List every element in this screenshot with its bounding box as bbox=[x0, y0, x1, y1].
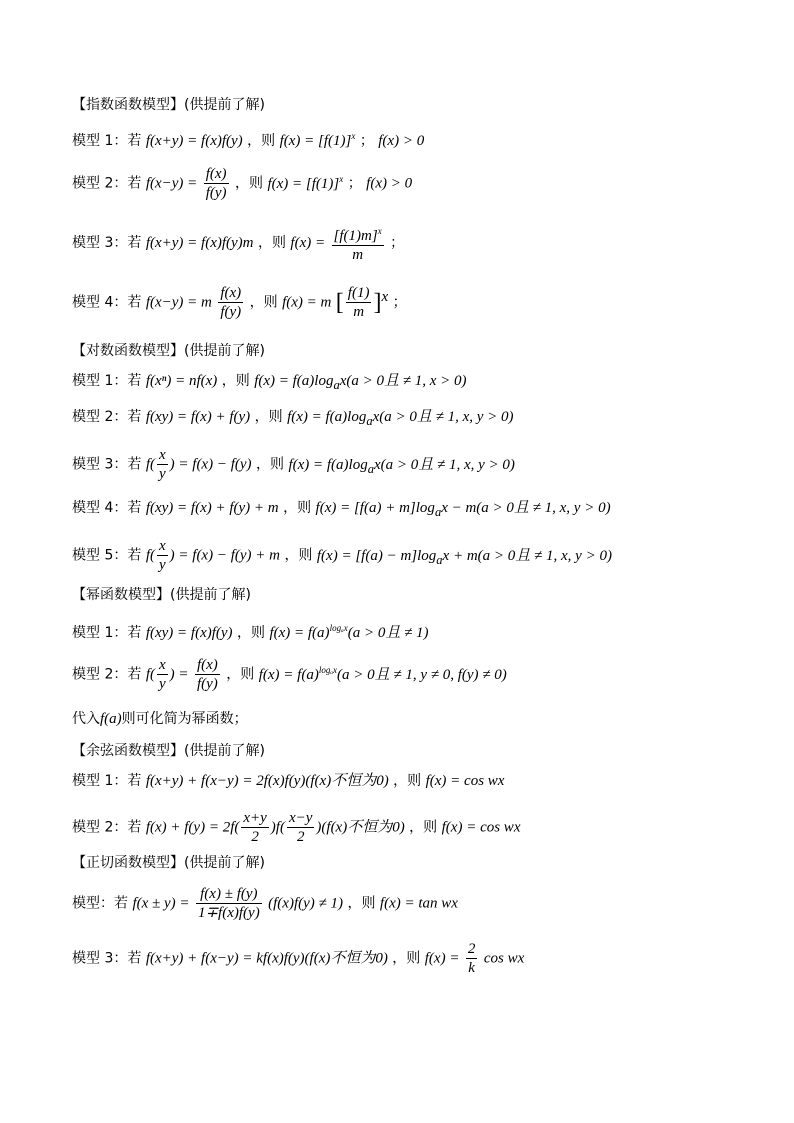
pow-model-1 bbox=[72, 619, 754, 642]
func-open: f( bbox=[145, 456, 155, 473]
result: f(x) = cos wx bbox=[441, 819, 521, 836]
label: 模型 2：若 bbox=[72, 666, 142, 683]
result-main: f(x) = [f(1)] bbox=[267, 175, 340, 192]
then-text: ，则 bbox=[409, 819, 438, 836]
fraction bbox=[157, 446, 168, 483]
numerator: f(1) bbox=[347, 285, 370, 301]
semicolon: ； bbox=[347, 175, 362, 192]
numerator: x bbox=[158, 538, 166, 554]
log-base: a bbox=[367, 461, 374, 476]
then-text: ，则 bbox=[283, 500, 312, 516]
label: 模型 4：若 bbox=[72, 500, 142, 516]
result: f(x) = tan wx bbox=[379, 895, 458, 912]
condition: (f(x)f(y) ≠ 1) bbox=[268, 895, 343, 912]
result-tail: (a > 0且 ≠ 1, y ≠ 0, f(y) ≠ 0) bbox=[336, 666, 507, 683]
result: cos wx bbox=[483, 950, 525, 967]
pow-note bbox=[72, 710, 754, 728]
result bbox=[258, 664, 507, 683]
semicolon: ； bbox=[390, 235, 405, 251]
then-text: ，则 bbox=[254, 409, 283, 425]
exp-model-3 bbox=[72, 222, 754, 264]
result-main: f(x) = [f(1)] bbox=[279, 133, 352, 149]
exp-model-1 bbox=[72, 127, 754, 150]
result-main: f(x) = f(a)log bbox=[287, 409, 367, 425]
constraint: f(x) > 0 bbox=[378, 133, 425, 149]
inner-fraction bbox=[346, 284, 372, 321]
result-main: f(x) = f(a)log bbox=[254, 373, 334, 389]
result-main: f(x) = [f(a) − m]log bbox=[316, 547, 437, 564]
denominator: f(y) bbox=[196, 676, 218, 692]
note-prefix: 代入 bbox=[72, 711, 100, 727]
denominator: f(y) bbox=[220, 304, 242, 320]
tan-model bbox=[72, 885, 754, 922]
label: 模型 3：若 bbox=[72, 235, 142, 251]
numerator: [f(1)m] bbox=[333, 228, 378, 244]
then-text: ，则 bbox=[235, 175, 264, 192]
result bbox=[316, 547, 612, 567]
func-close: ) = bbox=[169, 666, 189, 683]
section-title-cosine: 【余弦函数模型】(供提前了解) bbox=[72, 743, 265, 759]
condition: f(xy) = f(x)f(y) bbox=[145, 625, 233, 641]
numerator: f(x) bbox=[220, 285, 242, 301]
lhs: f(x) = bbox=[424, 950, 460, 967]
section-title-tangent: 【正切函数模型】(供提前了解) bbox=[72, 855, 265, 871]
func-close: ) = f(x) − f(y) bbox=[169, 456, 252, 473]
then-text: ，则 bbox=[347, 895, 376, 912]
section-title-log: 【对数函数模型】(供提前了解) bbox=[72, 343, 265, 359]
label: 模型 1：若 bbox=[72, 373, 142, 389]
denominator: y bbox=[158, 676, 166, 692]
lhs: f(x−y) = bbox=[145, 175, 198, 192]
result-tail: x(a > 0且 ≠ 1, x, y > 0) bbox=[372, 409, 514, 425]
fraction bbox=[332, 222, 384, 264]
then-text: ，则 bbox=[226, 666, 255, 683]
label: 模型 1：若 bbox=[72, 133, 142, 149]
semicolon: ； bbox=[392, 294, 407, 311]
condition: f(x+y) = f(x)f(y) bbox=[145, 133, 243, 149]
label: 模型 2：若 bbox=[72, 819, 142, 836]
label: 模型 2：若 bbox=[72, 409, 142, 425]
result bbox=[267, 173, 344, 192]
note-suffix: 则可化简为幂函数； bbox=[121, 711, 248, 727]
fraction bbox=[157, 656, 168, 693]
log-model-5 bbox=[72, 537, 754, 574]
func-close: ) = f(x) − f(y) + m bbox=[169, 547, 280, 564]
numerator: f(x) ± f(y) bbox=[196, 885, 262, 904]
result-main: f(x) = [f(a) + m]log bbox=[315, 500, 435, 516]
exponent: logₐx bbox=[318, 664, 337, 675]
then-text: ，则 bbox=[255, 456, 284, 473]
exponent: x bbox=[377, 226, 382, 236]
right-bracket: ] bbox=[373, 289, 382, 316]
log-base: a bbox=[436, 552, 443, 567]
label: 模型 1：若 bbox=[72, 773, 142, 789]
log-model-2 bbox=[72, 408, 754, 430]
numerator: 2 bbox=[467, 941, 476, 957]
result-main: f(x) = f(a) bbox=[269, 625, 330, 641]
result-tail: x(a > 0且 ≠ 1, x, y > 0) bbox=[373, 456, 515, 473]
fraction-2 bbox=[195, 656, 220, 693]
result-main: f(x) = m bbox=[282, 294, 332, 311]
numerator: x−y bbox=[288, 810, 313, 826]
log-model-4 bbox=[72, 499, 754, 521]
log-model-3 bbox=[72, 446, 754, 483]
condition-end: )(f(x)不恒为0) bbox=[316, 819, 405, 836]
condition-mid: )f( bbox=[270, 819, 285, 836]
func-open: f( bbox=[145, 547, 155, 564]
result bbox=[269, 625, 428, 641]
constraint: f(x) > 0 bbox=[366, 175, 413, 192]
then-text: ，则 bbox=[247, 133, 276, 149]
result-tail: x(a > 0且 ≠ 1, x > 0) bbox=[339, 373, 467, 389]
fraction-2 bbox=[287, 809, 314, 846]
numerator: x bbox=[158, 657, 166, 673]
denominator: m bbox=[353, 304, 365, 320]
condition: f(x+y) = f(x)f(y)m bbox=[145, 235, 254, 251]
condition: f(xy) = f(x) + f(y) bbox=[145, 409, 251, 425]
then-text: ，则 bbox=[221, 373, 250, 389]
note-math: f(a) bbox=[100, 711, 122, 727]
then-text: ，则 bbox=[392, 950, 421, 967]
condition: f(x+y) + f(x−y) = kf(x)f(y)(f(x)不恒为0) bbox=[145, 950, 388, 967]
denominator: f(y) bbox=[205, 185, 227, 201]
cos-model-1 bbox=[72, 772, 754, 790]
denominator: 1∓f(x)f(y) bbox=[197, 905, 260, 921]
numerator: x+y bbox=[243, 810, 267, 826]
label: 模型 5：若 bbox=[72, 547, 142, 564]
fraction bbox=[204, 165, 229, 202]
denominator: 2 bbox=[296, 829, 305, 845]
numerator: f(x) bbox=[205, 166, 227, 182]
label: 模型：若 bbox=[72, 895, 128, 912]
denominator: m bbox=[352, 247, 364, 263]
label: 模型 4：若 bbox=[72, 294, 142, 311]
log-base: a bbox=[333, 378, 340, 392]
lhs: f(x) = bbox=[290, 235, 326, 251]
section-title-exponential: 【指数函数模型】(供提前了解) bbox=[72, 97, 265, 113]
numerator: f(x) bbox=[196, 657, 218, 673]
semicolon: ； bbox=[359, 133, 374, 149]
lhs: f(x ± y) = bbox=[132, 895, 190, 912]
result-main: f(x) = f(a)log bbox=[288, 456, 368, 473]
condition: f(x+y) + f(x−y) = 2f(x)f(y)(f(x)不恒为0) bbox=[145, 773, 389, 789]
exponent: logₐx bbox=[329, 623, 348, 633]
result bbox=[280, 133, 356, 149]
then-text: ，则 bbox=[257, 235, 286, 251]
label: 模型 1：若 bbox=[72, 625, 142, 641]
then-text: ，则 bbox=[237, 625, 265, 641]
cos-model-2 bbox=[72, 809, 754, 846]
condition-start: f(x) + f(y) = 2f( bbox=[145, 819, 240, 836]
condition: f(xⁿ) = nf(x) bbox=[145, 373, 218, 389]
then-text: ，则 bbox=[249, 294, 278, 311]
log-model-1 bbox=[72, 372, 754, 394]
denominator: y bbox=[158, 557, 166, 573]
log-base: a bbox=[366, 414, 373, 428]
func-open: f( bbox=[145, 666, 155, 683]
label: 模型 3：若 bbox=[72, 950, 142, 967]
lhs: f(x−y) = m bbox=[145, 294, 212, 311]
denominator: k bbox=[468, 960, 475, 976]
exp-model-4 bbox=[72, 284, 754, 321]
result bbox=[288, 456, 515, 476]
fraction bbox=[157, 537, 168, 574]
exponent: x bbox=[339, 173, 344, 184]
fraction bbox=[196, 885, 262, 922]
label: 模型 3：若 bbox=[72, 456, 142, 473]
fraction-1 bbox=[241, 809, 268, 846]
denominator: y bbox=[158, 466, 166, 482]
result bbox=[315, 500, 611, 519]
then-text: ，则 bbox=[284, 547, 313, 564]
result: f(x) = cos wx bbox=[425, 773, 505, 789]
fraction bbox=[218, 284, 243, 321]
left-bracket: [ bbox=[335, 289, 344, 316]
then-text: ，则 bbox=[393, 773, 422, 789]
result-tail: x − m(a > 0且 ≠ 1, x, y > 0) bbox=[441, 500, 611, 516]
log-base: a bbox=[434, 505, 442, 519]
result bbox=[287, 409, 514, 428]
pow-model-2 bbox=[72, 656, 754, 693]
result-tail: (a > 0且 ≠ 1) bbox=[347, 625, 429, 641]
section-title-power: 【幂函数模型】(供提前了解) bbox=[72, 587, 251, 603]
numerator: x bbox=[158, 447, 166, 463]
exponent: x bbox=[351, 131, 356, 141]
exponent: x bbox=[381, 288, 389, 305]
condition: f(xy) = f(x) + f(y) + m bbox=[145, 500, 279, 516]
exp-model-2 bbox=[72, 165, 754, 202]
tan-model-3 bbox=[72, 940, 754, 977]
label: 模型 2：若 bbox=[72, 175, 142, 192]
result bbox=[254, 373, 467, 392]
result-main: f(x) = f(a) bbox=[258, 666, 319, 683]
denominator: 2 bbox=[251, 829, 259, 845]
fraction bbox=[466, 940, 478, 977]
result-tail: x + m(a > 0且 ≠ 1, x, y > 0) bbox=[442, 547, 612, 564]
